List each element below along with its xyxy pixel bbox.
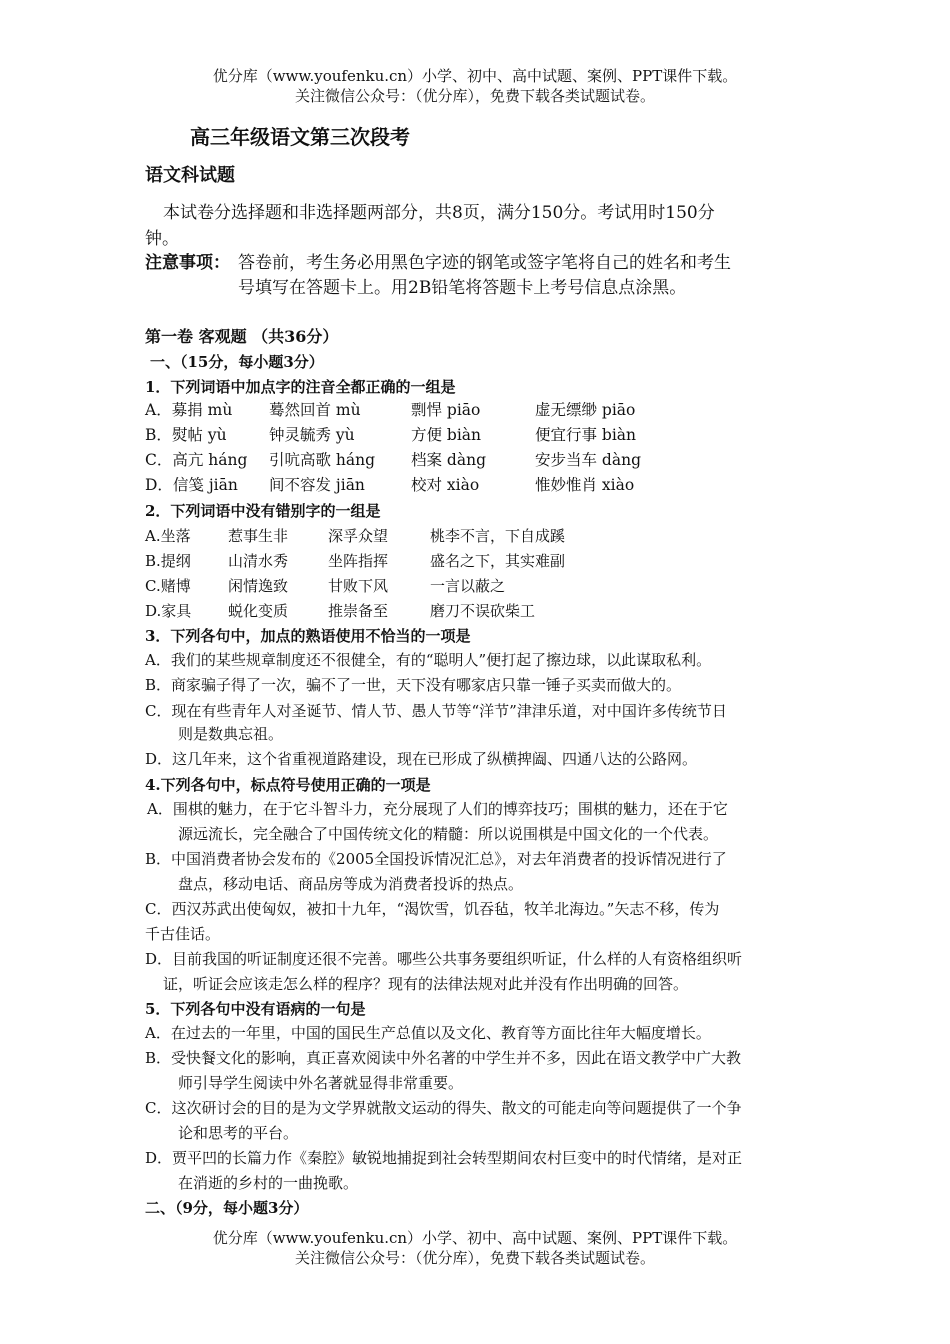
q2-d-1: D.家具	[145, 602, 192, 620]
intro-line2: 钟。	[145, 229, 179, 249]
q5-option-b-line2: 师引导学生阅读中外名著就显得非常重要。	[178, 1074, 464, 1092]
q3-option-c-line1: C．现在有些青年人对圣诞节、情人节、愚人节等“洋节”津津乐道，对中国许多传统节日	[145, 702, 727, 720]
q5-option-c-line2: 论和思考的平台。	[178, 1124, 299, 1142]
page-header-line2: 关注微信公众号：（优分库），免费下载各类试题试卷。	[294, 87, 655, 105]
q1-c-4: 安步当车 dàng	[535, 451, 641, 469]
q4-stem: 4.下列各句中，标点符号使用正确的一项是	[145, 776, 431, 794]
q5-option-a: A．在过去的一年里，中国的国民生产总值以及文化、教育等方面比往年大幅度增长。	[145, 1024, 711, 1042]
q2-a-4: 桃李不言，下自成蹊	[430, 527, 566, 545]
q4-option-d-line2: 证，听证会应该走怎么样的程序？现有的法律法规对此并没有作出明确的回答。	[163, 975, 689, 993]
q2-c-4: 一言以蔽之	[430, 577, 506, 595]
q1-c-1: C．高亢 háng	[145, 451, 248, 469]
section2-heading: 二、（9分，每小题3分）	[145, 1199, 309, 1217]
q3-option-d: D．这几年来，这个省重视道路建设，现在已形成了纵横捭阖、四通八达的公路网。	[145, 750, 698, 768]
q1-c-3: 档案 dàng	[411, 451, 486, 469]
part1-heading: 第一卷 客观题 （共36分）	[145, 327, 339, 346]
q1-row-b	[145, 424, 636, 446]
q2-c-3: 甘败下风	[328, 577, 389, 595]
q3-option-a: A．我们的某些规章制度还不很健全，有的“聪明人”便打起了擦边球，以此谋取私利。	[145, 651, 712, 669]
q2-a-1: A.坐落	[145, 527, 191, 545]
page-footer-line2: 关注微信公众号：（优分库），免费下载各类试题试卷。	[294, 1249, 655, 1267]
q4-option-d-line1: D．目前我国的听证制度还很不完善。哪些公共事务要组织听证，什么样的人有资格组织听	[145, 950, 743, 968]
q2-row-c	[145, 575, 505, 597]
q2-a-3: 深孚众望	[328, 527, 389, 545]
q1-b-1: B．熨帖 yù	[145, 426, 227, 444]
q1-d-1: D．信笺 jiān	[145, 476, 238, 494]
notice-line1: 答卷前，考生务必用黑色字迹的钢笔或签字笔将自己的姓名和考生	[238, 253, 731, 273]
q1-d-3: 校对 xiào	[411, 476, 480, 494]
q4-option-b-line1: B．中国消费者协会发布的《2005全国投诉情况汇总》，对去年消费者的投诉情况进行了	[145, 850, 727, 868]
q2-stem: 2．下列词语中没有错别字的一组是	[145, 502, 381, 520]
notice-label: 注意事项：	[145, 253, 230, 273]
q5-option-b-line1: B．受快餐文化的影响，真正喜欢阅读中外名著的中学生并不多，因此在语文教学中广大教	[145, 1049, 742, 1067]
q2-row-d	[145, 600, 535, 622]
q1-c-2: 引吭高歌 háng	[269, 451, 376, 469]
section1-heading: 一、（15分，每小题3分）	[150, 353, 324, 371]
q5-option-d-line1: D．贾平凹的长篇力作《秦腔》敏锐地捕捉到社会转型期间农村巨变中的时代情绪，是对正	[145, 1149, 743, 1167]
q1-b-4: 便宜行事 biàn	[535, 426, 637, 444]
q1-row-c	[145, 449, 641, 471]
q1-d-2: 间不容发 jiān	[269, 476, 365, 494]
notice-line2: 号填写在答题卡上。用2B铅笔将答题卡上考号信息点涂黑。	[238, 278, 687, 298]
q2-d-3: 推崇备至	[328, 602, 389, 620]
intro-line1: 本试卷分选择题和非选择题两部分，共8页，满分150分。考试用时150分	[163, 203, 715, 223]
q2-b-1: B.提纲	[145, 552, 191, 570]
q3-stem: 3．下列各句中，加点的熟语使用不恰当的一项是	[145, 627, 471, 645]
q3-option-c-line2: 则是数典忘祖。	[178, 725, 284, 743]
page-footer-line1: 优分库（www.youfenku.cn）小学、初中、高中试题、案例、PPT课件下载。	[212, 1229, 738, 1247]
q2-row-b	[145, 550, 565, 572]
q2-row-a	[145, 525, 565, 547]
q1-a-3: 剽悍 piāo	[411, 401, 481, 419]
q2-d-2: 蜕化变质	[228, 602, 289, 620]
q4-option-a-line2: 源远流长，完全融合了中国传统文化的精髓：所以说围棋是中国文化的一个代表。	[178, 825, 719, 843]
q5-stem: 5．下列各句中没有语病的一句是	[145, 1000, 366, 1018]
q1-stem: 1．下列词语中加点字的注音全都正确的一组是	[145, 378, 456, 396]
q2-b-4: 盛名之下，其实难副	[430, 552, 566, 570]
q1-a-2: 蓦然回首 mù	[269, 401, 361, 419]
q1-row-a	[145, 399, 635, 421]
exam-subtitle: 语文科试题	[145, 165, 235, 186]
q5-option-d-line2: 在消逝的乡村的一曲挽歌。	[178, 1174, 359, 1192]
q2-b-2: 山清水秀	[228, 552, 289, 570]
q1-d-4: 惟妙惟肖 xiào	[535, 476, 635, 494]
exam-title: 高三年级语文第三次段考	[190, 125, 410, 149]
q2-d-4: 磨刀不误砍柴工	[430, 602, 536, 620]
q1-a-4: 虚无缥缈 piāo	[535, 401, 636, 419]
q2-b-3: 坐阵指挥	[328, 552, 389, 570]
q3-option-b: B．商家骗子得了一次，骗不了一世，天下没有哪家店只靠一锤子买卖而做大的。	[145, 676, 682, 694]
q4-option-c-line1: C．西汉苏武出使匈奴，被扣十九年，“渴饮雪，饥吞毡，牧羊北海边。”矢志不移，传为	[145, 900, 720, 918]
q2-a-2: 惹事生非	[228, 527, 289, 545]
page-header-line1: 优分库（www.youfenku.cn）小学、初中、高中试题、案例、PPT课件下载。	[212, 67, 738, 85]
q2-c-1: C.赌博	[145, 577, 191, 595]
q4-option-b-line2: 盘点，移动电话、商品房等成为消费者投诉的热点。	[178, 875, 524, 893]
q4-option-c-line2: 千古佳话。	[145, 925, 221, 943]
q4-option-a-line1: A．围棋的魅力，在于它斗智斗力，充分展现了人们的博弈技巧；围棋的魅力，还在于它	[147, 800, 728, 818]
q2-c-2: 闲情逸致	[228, 577, 289, 595]
q1-a-1: A．募捐 mù	[145, 401, 233, 419]
q5-option-c-line1: C．这次研讨会的目的是为文学界就散文运动的得失、散文的可能走向等问题提供了一个争	[145, 1099, 742, 1117]
q1-b-2: 钟灵毓秀 yù	[269, 426, 355, 444]
q1-b-3: 方便 biàn	[411, 426, 482, 444]
q1-row-d	[145, 474, 634, 496]
